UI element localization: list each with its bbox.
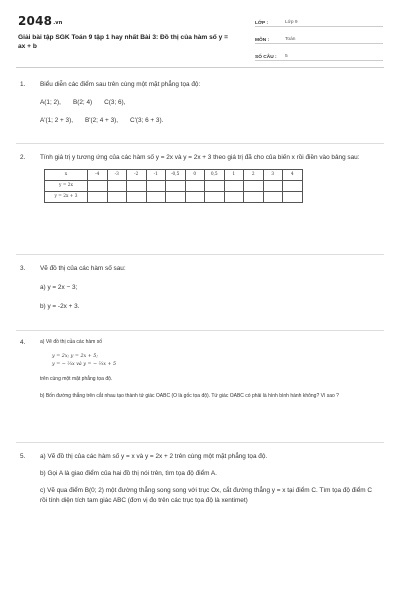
- table-cell-x: 0: [185, 170, 205, 181]
- meta-count-value: 5: [285, 54, 288, 59]
- meta-count-key: SỐ CÂU :: [255, 55, 277, 60]
- table-cell-empty[interactable]: [166, 181, 186, 192]
- table-cell-x: 2: [244, 170, 264, 181]
- table-cell-x: 0,5: [205, 170, 225, 181]
- table-cell-empty[interactable]: [88, 192, 108, 203]
- part-b: b) Gọi A là giao điểm của hai đồ thị nói trên, tìm tọa độ điểm A.: [40, 470, 217, 477]
- meta-subject-value: Toán: [285, 37, 296, 42]
- part-a-end: trên cùng một mặt phẳng tọa độ.: [40, 376, 113, 382]
- table-row: [45, 192, 303, 203]
- header-divider: [16, 67, 384, 68]
- table-cell-empty[interactable]: [224, 181, 244, 192]
- points-row-1: [40, 98, 380, 108]
- part-a: a) Vẽ đồ thị của các hàm số y = x và y = 2x + 2 trên cùng một mặt phẳng tọa độ.: [40, 453, 268, 460]
- table-cell-x: 3: [263, 170, 283, 181]
- table-cell-x: 1: [224, 170, 244, 181]
- table-cell-x: 4: [283, 170, 303, 181]
- table-cell-x: -2: [127, 170, 147, 181]
- table-cell-empty[interactable]: [185, 192, 205, 203]
- question-text: Tính giá trị y tương ứng của các hàm số y = 2x và y = 2x + 3 theo giá trị đã cho của biến x rồi điền vào bảng sau:: [40, 154, 360, 161]
- table-cell-empty[interactable]: [127, 192, 147, 203]
- meta-class-key: LỚP :: [255, 21, 269, 26]
- point-c-prime: C'(3; 6 + 3).: [130, 117, 164, 124]
- table-cell-empty[interactable]: [146, 192, 166, 203]
- table-cell-empty[interactable]: [263, 192, 283, 203]
- formula-1: y = 2x; y = 2x + 5;: [52, 354, 98, 359]
- question-number: 3.: [20, 265, 26, 272]
- table-row: [45, 181, 303, 192]
- table-cell-empty[interactable]: [283, 192, 303, 203]
- point-a: A(1; 2),: [40, 99, 61, 106]
- table-cell-empty[interactable]: [224, 192, 244, 203]
- table-row-label: y = 2x: [45, 181, 88, 192]
- question-number: 5.: [20, 453, 26, 460]
- table-cell-x: -1: [146, 170, 166, 181]
- site-logo[interactable]: [18, 14, 63, 28]
- point-b: B(2; 4): [72, 99, 93, 106]
- table-cell-empty[interactable]: [205, 181, 225, 192]
- part-a: a) Vẽ đồ thị của các hàm số: [40, 339, 102, 345]
- value-table: [44, 169, 303, 203]
- table-cell-empty[interactable]: [166, 192, 186, 203]
- table-cell-empty[interactable]: [88, 181, 108, 192]
- question-number: 2.: [20, 154, 26, 161]
- meta-subject-key: MÔN :: [255, 38, 270, 43]
- meta-class: [255, 14, 383, 27]
- point-c: C(3; 6),: [104, 99, 126, 106]
- question-divider: [16, 254, 384, 255]
- table-cell-empty[interactable]: [107, 181, 127, 192]
- part-c: c) Vẽ qua điểm B(0; 2) một đường thẳng song song với trục Ox, cắt đường thẳng y = x tại điểm C. Tìm tọa độ điểm C rồi tính diện tích tam giác ABC (đơn vị đo trên các trục tọa độ là xentimet): [40, 487, 372, 504]
- table-cell-empty[interactable]: [127, 181, 147, 192]
- table-cell-empty[interactable]: [263, 181, 283, 192]
- meta-count: [255, 48, 383, 61]
- part-b: b) Bốn đường thẳng trên cắt nhau tạo thành tứ giác OABC (O là gốc tọa độ). Tứ giác OABC có phải là hình bình hành không? Vì sao ?: [40, 393, 339, 399]
- table-header-row: [45, 170, 303, 181]
- table-cell-x: -3: [107, 170, 127, 181]
- point-b-prime: B'(2; 4 + 3),: [85, 117, 119, 124]
- question-number: 1.: [20, 81, 26, 88]
- logo-suffix: .vn: [53, 20, 63, 26]
- question-1: [20, 80, 380, 126]
- table-cell-x: -0,5: [166, 170, 186, 181]
- table-cell-empty[interactable]: [283, 181, 303, 192]
- meta-class-value: Lớp 9: [285, 20, 298, 25]
- part-a: a) y = 2x − 3;: [40, 284, 78, 291]
- question-text: Vẽ đồ thị của các hàm số sau:: [40, 265, 126, 272]
- formula-2: y = − ⅔x và y = − ⅔x + 5: [52, 362, 117, 367]
- question-3: [20, 264, 380, 312]
- table-cell-x: -4: [88, 170, 108, 181]
- page-title: Giải bài tập SGK Toán 9 tập 1 hay nhất Bài 3: Đồ thị của hàm số y = ax + b: [18, 34, 229, 50]
- table-cell-empty[interactable]: [146, 181, 166, 192]
- question-number: 4.: [20, 339, 26, 346]
- table-cell-empty[interactable]: [244, 181, 264, 192]
- question-divider: [16, 330, 384, 331]
- question-4: [20, 338, 380, 401]
- question-divider: [16, 143, 384, 144]
- point-a-prime: A'(1; 2 + 3),: [40, 117, 74, 124]
- table-header-x: x: [45, 170, 88, 181]
- part-b: b) y = -2x + 3.: [40, 303, 80, 310]
- logo-text: 2048: [18, 14, 53, 28]
- table-cell-empty[interactable]: [244, 192, 264, 203]
- table-row-label: y = 2x + 3: [45, 192, 88, 203]
- table-cell-empty[interactable]: [185, 181, 205, 192]
- question-text: Biểu diễn các điểm sau trên cùng một mặt phẳng tọa độ:: [40, 81, 201, 88]
- meta-subject: [255, 31, 383, 44]
- table-cell-empty[interactable]: [205, 192, 225, 203]
- question-divider: [16, 442, 384, 443]
- question-2: [20, 153, 380, 203]
- question-5: [20, 452, 380, 506]
- meta-info: [255, 14, 383, 65]
- points-row-2: [40, 116, 380, 126]
- table-cell-empty[interactable]: [107, 192, 127, 203]
